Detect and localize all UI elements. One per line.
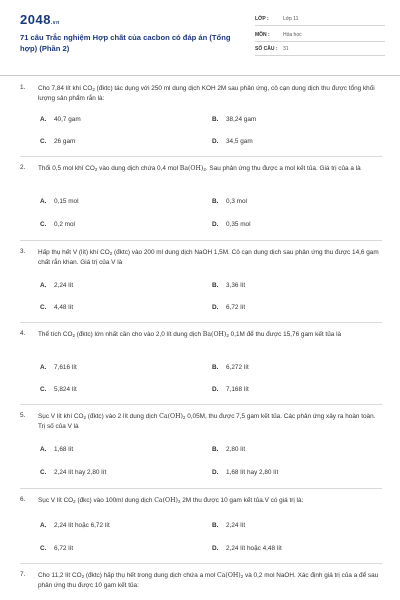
stem-text: (đktc) hấp thụ hết trong dung dịch chứa a mol <box>84 572 217 579</box>
option-label: C. <box>40 221 47 228</box>
answer-option-c[interactable] <box>40 221 75 228</box>
question-number: 3. <box>20 248 26 255</box>
subscript: 2 <box>73 499 76 504</box>
stem-text: Sục V lít CO <box>38 497 74 504</box>
site-logo[interactable] <box>20 12 60 27</box>
stem-text: Thổi 0,5 mol khí CO <box>38 165 95 172</box>
answer-option-a[interactable] <box>40 198 79 205</box>
chemical-formula: Ca(OH) <box>216 572 241 579</box>
question-stem <box>38 330 382 340</box>
stem-text: (đktc) lớn nhất cần cho vào 2,0 lít dung dịch <box>74 331 203 338</box>
option-text: 6,72 lít <box>54 545 74 552</box>
subscript: 2 <box>177 499 181 504</box>
option-text: 1,68 lít hay 2,80 lít <box>226 469 279 476</box>
subscript: 2 <box>109 251 113 256</box>
answer-option-b[interactable] <box>212 116 256 123</box>
meta-value: Lớp 11 <box>283 16 299 22</box>
answer-option-b[interactable] <box>212 198 247 205</box>
question-stem <box>38 164 382 174</box>
option-text: 0,35 mol <box>226 221 251 228</box>
subscript: 2 <box>240 574 244 579</box>
answer-option-a[interactable] <box>40 364 77 371</box>
answer-option-d[interactable] <box>212 304 245 311</box>
question-stem <box>38 496 382 506</box>
answer-option-b[interactable] <box>212 446 245 453</box>
option-label: D. <box>212 469 219 476</box>
question-divider <box>20 488 382 489</box>
answer-option-a[interactable] <box>40 522 110 529</box>
option-label: B. <box>212 116 219 123</box>
subscript: 2 <box>92 87 95 92</box>
option-text: 2,24 lít <box>226 522 246 529</box>
subscript: 2 <box>83 415 86 420</box>
option-text: 3,36 lít <box>226 282 246 289</box>
answer-option-c[interactable] <box>40 469 106 476</box>
answer-option-c[interactable] <box>40 138 75 145</box>
answer-option-d[interactable] <box>212 469 278 476</box>
option-text: 34,5 gam <box>226 138 253 145</box>
option-text: 2,80 lít <box>226 446 246 453</box>
stem-text: Sục V lít khí CO <box>38 413 84 420</box>
meta-value: 31 <box>283 46 289 52</box>
option-label: C. <box>40 469 47 476</box>
subscript: 2 <box>203 167 206 172</box>
option-label: B. <box>212 282 219 289</box>
option-text: 1,68 lít <box>54 446 74 453</box>
option-label: C. <box>40 545 47 552</box>
stem-text: (đktc) vào 200 ml dung dịch NaOH 1,5M. Cô cạn dung dịch sau phản ứng thu được 14,6 gam chất rắn khan. Giá trị của V là <box>38 249 379 266</box>
subscript: 2 <box>94 167 98 172</box>
option-text: 2,24 lít hoặc 4,48 lít <box>226 545 282 552</box>
subscript: 2 <box>81 574 85 579</box>
subscript: 2 <box>226 333 229 338</box>
option-text: 2,24 lít hay 2,80 lít <box>54 469 107 476</box>
answer-option-c[interactable] <box>40 304 73 311</box>
option-label: D. <box>212 545 219 552</box>
answer-option-d[interactable] <box>212 545 282 552</box>
meta-key: LỚP : <box>255 16 269 22</box>
question-stem <box>38 248 382 268</box>
document-header <box>0 0 400 76</box>
question-divider <box>20 404 382 405</box>
question-divider <box>20 156 382 157</box>
option-label: D. <box>212 221 219 228</box>
option-label: C. <box>40 138 47 145</box>
stem-text: (đktc) vào 2 lít dung dịch <box>85 413 160 420</box>
answer-option-a[interactable] <box>40 116 81 123</box>
stem-text: và 0,2 mol NaOH. Xác định giá trị của a để sau phản ứng thu được 10 gam kết tủa: <box>38 572 379 589</box>
option-text: 26 gam <box>54 138 76 145</box>
option-text: 2,24 lít hoặc 6,72 lít <box>54 522 110 529</box>
answer-option-a[interactable] <box>40 446 73 453</box>
chemical-formula: Ca(OH) <box>154 497 178 504</box>
stem-text: 0,1M để thu được 15,76 gam kết tủa là <box>228 331 342 338</box>
stem-text: (đktc) tác dụng với 250 ml dung dịch KOH 2M sau phản ứng, cô cạn dung dịch thu được tổng khối lượng sản phẩm rắn là: <box>38 85 375 102</box>
answer-option-b[interactable] <box>212 522 245 529</box>
stem-text: 0,05M, thu được 7,5 gam kết tủa. Các phản ứng xảy ra hoàn toàn. Trị số của V là <box>38 413 376 430</box>
option-label: B. <box>212 364 219 371</box>
option-text: 6,72 lít <box>226 304 246 311</box>
question-stem <box>38 571 382 591</box>
option-label: A. <box>40 446 47 453</box>
question-divider <box>20 322 382 323</box>
option-text: 0,3 mol <box>226 198 247 205</box>
stem-text: 2M thu được 10 gam kết tủa.V có giá trị là: <box>180 497 304 504</box>
question-stem <box>38 84 382 104</box>
answer-option-d[interactable] <box>212 386 249 393</box>
stem-text: Cho 7,84 lít khí CO <box>38 85 93 92</box>
option-label: B. <box>212 522 219 529</box>
stem-text: Thể tích CO <box>38 331 73 338</box>
option-text: 0,2 mol <box>54 221 75 228</box>
option-label: A. <box>40 198 47 205</box>
option-label: B. <box>212 446 219 453</box>
option-text: 6,272 lít <box>226 364 249 371</box>
chemical-formula: Ba(OH) <box>179 165 204 172</box>
stem-text: Cho 11,2 lít CO <box>38 572 82 579</box>
meta-row-subject <box>255 30 385 42</box>
question-divider <box>20 240 382 241</box>
chemical-formula: Ba(OH) <box>202 331 227 338</box>
stem-text: (đkc) vào 100ml dung dịch <box>75 497 155 504</box>
option-text: 5,824 lít <box>54 386 77 393</box>
option-text: 4,48 lít <box>54 304 74 311</box>
subscript: 2 <box>72 333 75 338</box>
question-number: 6. <box>20 496 26 503</box>
option-label: A. <box>40 282 47 289</box>
logo-tld: .vn <box>50 20 60 26</box>
option-label: C. <box>40 386 47 393</box>
option-label: D. <box>212 304 219 311</box>
answer-option-d[interactable] <box>212 221 251 228</box>
option-text: 0,15 mol <box>54 198 79 205</box>
question-stem <box>38 412 382 432</box>
question-number: 2. <box>20 164 26 171</box>
option-text: 40,7 gam <box>54 116 81 123</box>
question-number: 4. <box>20 330 26 337</box>
option-text: 38,24 gam <box>226 116 257 123</box>
stem-text: Hấp thụ hết V (lít) khí CO <box>38 249 110 256</box>
question-number: 7. <box>20 571 26 578</box>
stem-text: vào dung dịch chứa 0,4 mol <box>97 165 180 172</box>
meta-key: SỐ CÂU : <box>255 46 278 52</box>
answer-option-c[interactable] <box>40 386 77 393</box>
option-label: A. <box>40 364 47 371</box>
option-text: 7,168 lít <box>226 386 249 393</box>
meta-row-count <box>255 44 385 56</box>
answer-option-b[interactable] <box>212 282 245 289</box>
question-number: 5. <box>20 412 26 419</box>
answer-option-d[interactable] <box>212 138 253 145</box>
option-label: D. <box>212 386 219 393</box>
meta-key: MÔN : <box>255 32 270 38</box>
answer-option-b[interactable] <box>212 364 249 371</box>
option-label: A. <box>40 522 47 529</box>
chemical-formula: Ca(OH) <box>159 413 183 420</box>
meta-row-class <box>255 14 385 26</box>
answer-option-a[interactable] <box>40 282 73 289</box>
meta-value: Hóa học <box>283 32 302 38</box>
logo-main: 2048 <box>20 12 51 27</box>
answer-option-c[interactable] <box>40 545 73 552</box>
option-label: D. <box>212 138 219 145</box>
option-label: A. <box>40 116 47 123</box>
option-text: 2,24 lít <box>54 282 74 289</box>
document-title: 71 câu Trắc nghiệm Hợp chất của cacbon có đáp án (Tổng hợp) (Phần 2) <box>20 33 231 53</box>
stem-text: . Sau phản ứng thu được a mol kết tủa. Giá trị của a là <box>205 165 361 172</box>
question-divider <box>20 563 382 564</box>
option-label: B. <box>212 198 219 205</box>
option-label: C. <box>40 304 47 311</box>
subscript: 2 <box>182 415 186 420</box>
question-number: 1. <box>20 84 26 91</box>
option-text: 7,616 lít <box>54 364 77 371</box>
